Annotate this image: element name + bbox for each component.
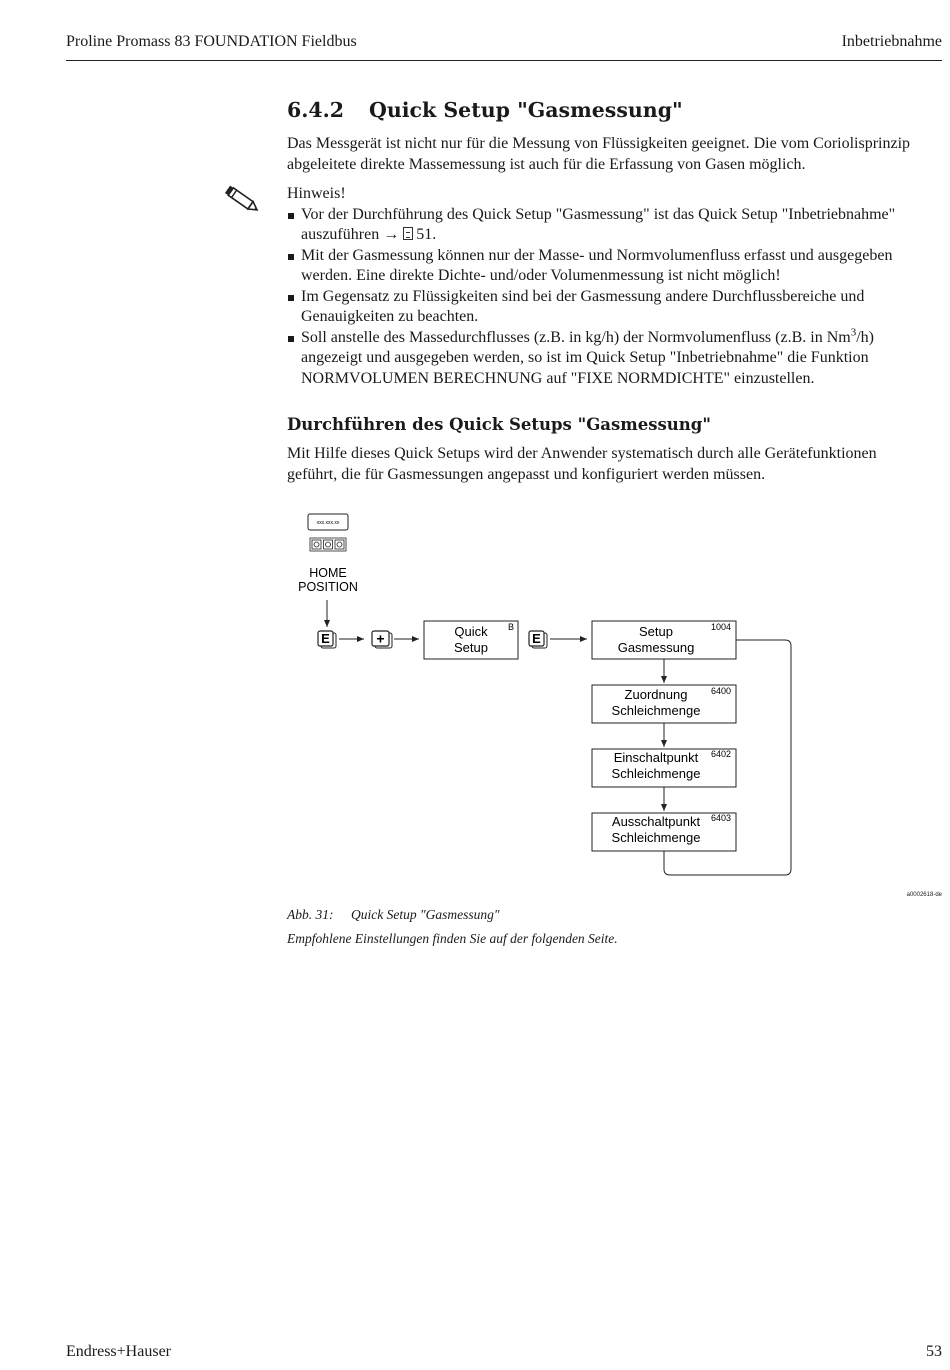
figure-reference-id: a0002618-de [906, 892, 942, 898]
section-title: Quick Setup "Gasmessung" [369, 98, 683, 122]
step-einschaltpunkt-schleichmenge [592, 749, 736, 787]
svg-text:E: E [532, 631, 541, 646]
svg-text:Einschaltpunkt: Einschaltpunkt [613, 750, 699, 765]
subsection-heading: Durchführen des Quick Setups "Gasmessung" [287, 415, 711, 434]
function-code: 6403 [710, 813, 732, 823]
section-heading [287, 96, 930, 124]
device-display-icon [308, 514, 348, 551]
main-content [287, 96, 930, 485]
svg-text:Schleichmenge: Schleichmenge [611, 766, 701, 781]
subsection-paragraph: Mit Hilfe dieses Quick Setups wird der Anwender systematisch durch alle Gerätefunktionen geführt, die für Gasmessungen angepasst und konfiguriert werden müssen. [287, 445, 877, 483]
hint-list [287, 205, 930, 390]
quick-setup-tag: B [507, 622, 515, 632]
list-item: Mit der Gasmessung können nur der Masse- und Normvolumenfluss erfasst und ausgegeben werden. Eine direkte Dichte- und/oder Volumenmessung ist nicht möglich! [287, 246, 930, 287]
figure-note: Empfohlene Einstellungen finden Sie auf der folgenden Seite. [287, 931, 618, 946]
figure-number: Abb. 31: [287, 907, 334, 922]
svg-text:Gasmessung: Gasmessung [617, 640, 695, 655]
list-item: Vor der Durchführung des Quick Setup "Gasmessung" ist das Quick Setup "Inbetriebnahme" auszuführen → 51. [287, 205, 930, 246]
svg-text:Setup: Setup [454, 640, 488, 655]
intro-paragraph: Das Messgerät ist nicht nur für die Messung von Flüssigkeiten geeignet. Die vom Coriolisprinzip abgeleitete direkte Massemessung ist auch für die Erfassung von Gasen möglich. [287, 135, 911, 173]
svg-text:Schleichmenge: Schleichmenge [611, 830, 701, 845]
svg-text:Zuordnung: Zuordnung [624, 687, 688, 702]
svg-text:Ausschaltpunkt: Ausschaltpunkt [611, 814, 701, 829]
svg-text:Schleichmenge: Schleichmenge [611, 703, 701, 718]
svg-text:Quick: Quick [454, 624, 488, 639]
function-name: NORMVOLUMEN BERECHNUNG [301, 369, 543, 387]
svg-text:E: E [321, 631, 330, 646]
figure-title: Quick Setup "Gasmessung" [351, 907, 500, 922]
display-readout: xxx.xxx.xx [316, 520, 340, 526]
step-zuordnung-schleichmenge [592, 685, 736, 723]
function-code: 1004 [710, 622, 732, 632]
header-title: Proline Promass 83 FOUNDATION Fieldbus [66, 33, 357, 50]
list-item: Soll anstelle des Massedurchflusses (z.B. in kg/h) der Normvolumenfluss (z.B. in Nm$^3$/h) angezeigt und ausgegeben werden, so ist im Quick Setup "Inbetriebnahme" die Funktion NORMVOLUMEN BERECHNUNG auf "FIXE NORMDICHTE" einzustellen. [287, 328, 930, 390]
page-reference-icon [403, 227, 413, 240]
header-divider [66, 60, 942, 61]
step-setup-gasmessung [592, 621, 736, 659]
plus-key-icon [372, 631, 392, 649]
page-number: 53 [926, 1343, 942, 1360]
function-code: 6400 [710, 686, 732, 696]
function-code: 6402 [710, 749, 732, 759]
pencil-icon [222, 184, 262, 216]
list-item: Im Gegensatz zu Flüssigkeiten sind bei der Gasmessung andere Durchflussbereiche und Genauigkeiten zu beachten. [287, 287, 930, 328]
quick-setup-box [424, 621, 518, 659]
section-number: 6.4.2 [287, 98, 345, 122]
hint-label: Hinweis! [287, 185, 346, 202]
e-key-icon [529, 631, 547, 648]
home-label-line1: HOME [309, 566, 347, 580]
footer-company: Endress+Hauser [66, 1343, 171, 1360]
e-key-icon [318, 631, 336, 648]
figure-caption [287, 906, 500, 924]
svg-text:Setup: Setup [639, 624, 673, 639]
svg-text:+: + [376, 630, 385, 647]
step-ausschaltpunkt-schleichmenge [592, 813, 736, 851]
home-label-line2: POSITION [298, 580, 358, 594]
quick-setup-diagram [0, 505, 950, 890]
header-chapter: Inbetriebnahme [841, 33, 942, 50]
